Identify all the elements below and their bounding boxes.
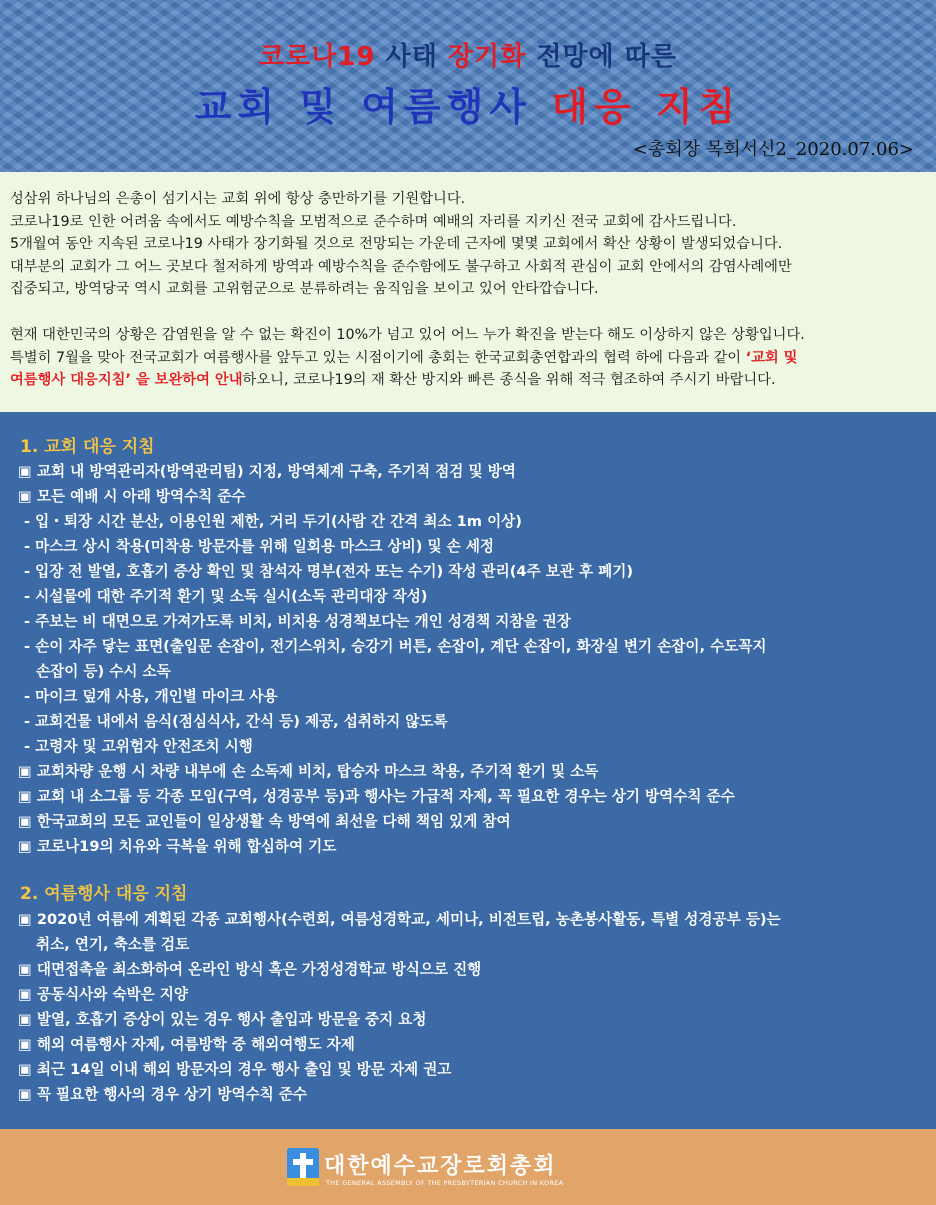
intro-line: 현재 대한민국의 상황은 감염원을 알 수 없는 확진이 10%가 넘고 있어 어느 누가 확진을 받는다 해도 이상하지 않은 상황입니다.: [10, 327, 805, 343]
title-line-1-part: 장기화: [447, 42, 527, 72]
intro-line: 대부분의 교회가 그 어느 곳보다 철저하게 방역과 예방수칙을 준수함에도 불구하고 사회적 관심이 교회 안에서의 감염사례에만: [10, 258, 792, 275]
guideline-item: ▣ 교회 내 소그룹 등 각종 모임(구역, 성경공부 등)과 행사는 가급적 자제, 꼭 필요한 경우는 상기 방역수칙 준수: [18, 788, 735, 805]
guideline-item: ▣ 모든 예배 시 아래 방역수칙 준수: [18, 488, 246, 505]
guideline-subitem: - 입・퇴장 시간 분산, 이용인원 제한, 거리 두기(사람 간 간격 최소 1m 이상): [24, 513, 522, 530]
guideline-item: ▣ 발열, 호흡기 증상이 있는 경우 행사 출입과 방문을 중지 요청: [18, 1011, 427, 1028]
highlight-text: ‘교회 및: [745, 349, 798, 366]
guideline-subitem: - 고령자 및 고위험자 안전조치 시행: [24, 738, 253, 755]
guideline-item: ▣ 꼭 필요한 행사의 경우 상기 방역수칙 준수: [18, 1086, 308, 1103]
intro-line: 5개월여 동안 지속된 코로나19 사태가 장기화될 것으로 전망되는 가운데 근자에 몇몇 교회에서 확산 상황이 발생되었습니다.: [10, 236, 783, 252]
guideline-subitem: - 시설물에 대한 주기적 환기 및 소독 실시(소독 관리대장 작성): [24, 588, 428, 605]
guideline-item: ▣ 교회 내 방역관리자(방역관리팀) 지정, 방역체계 구축, 주기적 점검 및 방역: [18, 463, 516, 480]
title-line-1-part: 코로나19: [259, 42, 376, 72]
guideline-subitem: - 마이크 덮개 사용, 개인별 마이크 사용: [24, 688, 278, 705]
intro-line: 성삼위 하나님의 은총이 섬기시는 교회 위에 항상 충만하기를 기원합니다.: [10, 191, 466, 207]
section-2-title: 2. 여름행사 대응 지침: [20, 884, 188, 904]
title-line-1-part: 사태: [375, 42, 448, 72]
letter-date: <총회장 목회서신2_2020.07.06>: [632, 139, 914, 160]
guideline-item: ▣ 해외 여름행사 자제, 여름방학 중 해외여행도 자제: [18, 1036, 355, 1053]
intro-line: [10, 347, 930, 370]
org-name: 대한예수교장로회총회: [324, 1154, 557, 1179]
guideline-item-cont: 취소, 연기, 축소를 검토: [36, 936, 190, 953]
guideline-subitem: - 주보는 비 대면으로 가져가도록 비치, 비치용 성경책보다는 개인 성경책 지참을 권장: [24, 613, 571, 630]
main-title-part: 대응 지침: [532, 85, 742, 129]
guideline-subitem-cont: 손잡이 등) 수시 소독: [36, 663, 171, 680]
cross-icon: [287, 1148, 319, 1186]
main-title-part: 교회 및 여름행사: [194, 85, 533, 129]
intro-line: 코로나19로 인한 어려움 속에서도 예방수칙을 모범적으로 준수하며 예배의 자리를 지키신 전국 교회에 감사드립니다.: [10, 213, 737, 230]
guideline-subitem: - 마스크 상시 착용(미착용 방문자를 위해 일회용 마스크 상비) 및 손 세정: [24, 538, 495, 555]
guidelines-panel: [0, 412, 936, 1129]
header-banner: [0, 0, 936, 172]
guideline-item: ▣ 교회차량 운행 시 차량 내부에 손 소독제 비치, 탑승자 마스크 착용, 주기적 환기 및 소독: [18, 763, 599, 780]
guideline-subitem: - 교회건물 내에서 음식(점심식사, 간식 등) 제공, 섭취하지 않도록: [24, 713, 448, 730]
title-line-1: [0, 36, 936, 73]
guideline-subitem: - 손이 자주 닿는 표면(출입문 손잡이, 전기스위치, 승강기 버튼, 손잡이, 계단 손잡이, 화장실 변기 손잡이, 수도꼭지: [24, 638, 767, 655]
guideline-item: ▣ 최근 14일 이내 해외 방문자의 경우 행사 출입 및 방문 자제 권고: [18, 1061, 452, 1078]
guideline-subitem: - 입장 전 발열, 호흡기 증상 확인 및 참석자 명부(전자 또는 수기) 작성 관리(4주 보관 후 폐기): [24, 563, 634, 580]
intro-text: 하오니, 코로나19의 재 확산 방지와 빠른 종식을 위해 적극 협조하여 주시기 바랍니다.: [242, 372, 776, 388]
main-title: [0, 76, 936, 131]
guideline-item: ▣ 2020년 여름에 계획된 각종 교회행사(수련회, 여름성경학교, 세미나, 비전트립, 농촌봉사활동, 특별 성경공부 등)는: [18, 911, 781, 928]
intro-line: [10, 369, 930, 392]
guideline-item: ▣ 한국교회의 모든 교인들이 일상생활 속 방역에 최선을 다해 책임 있게 참여: [18, 813, 511, 830]
intro-box: [0, 172, 936, 412]
guideline-item: ▣ 공동식사와 숙박은 지양: [18, 986, 189, 1003]
highlight-text: 여름행사 대응지침’ 을 보완하여 안내: [10, 372, 243, 388]
guideline-item: ▣ 대면접촉을 최소화하여 온라인 방식 혹은 가정성경학교 방식으로 진행: [18, 961, 482, 978]
intro-text: 특별히 7월을 맞아 전국교회가 여름행사를 앞두고 있는 시점이기에 총회는 한국교회총연합과의 협력 하에 다음과 같이: [10, 349, 746, 366]
org-name-english: THE GENERAL ASSEMBLY OF THE PRESBYTERIAN CHURCH IN KOREA: [326, 1179, 564, 1187]
intro-line: 집중되고, 방역당국 역시 교회를 고위험군으로 분류하려는 움직임을 보이고 있어 안타깝습니다.: [10, 281, 599, 297]
section-1-title: 1. 교회 대응 지침: [20, 437, 155, 457]
guideline-item: ▣ 코로나19의 치유와 극복을 위해 합심하여 기도: [18, 838, 337, 855]
title-line-1-part: 전망에 따른: [526, 42, 677, 72]
